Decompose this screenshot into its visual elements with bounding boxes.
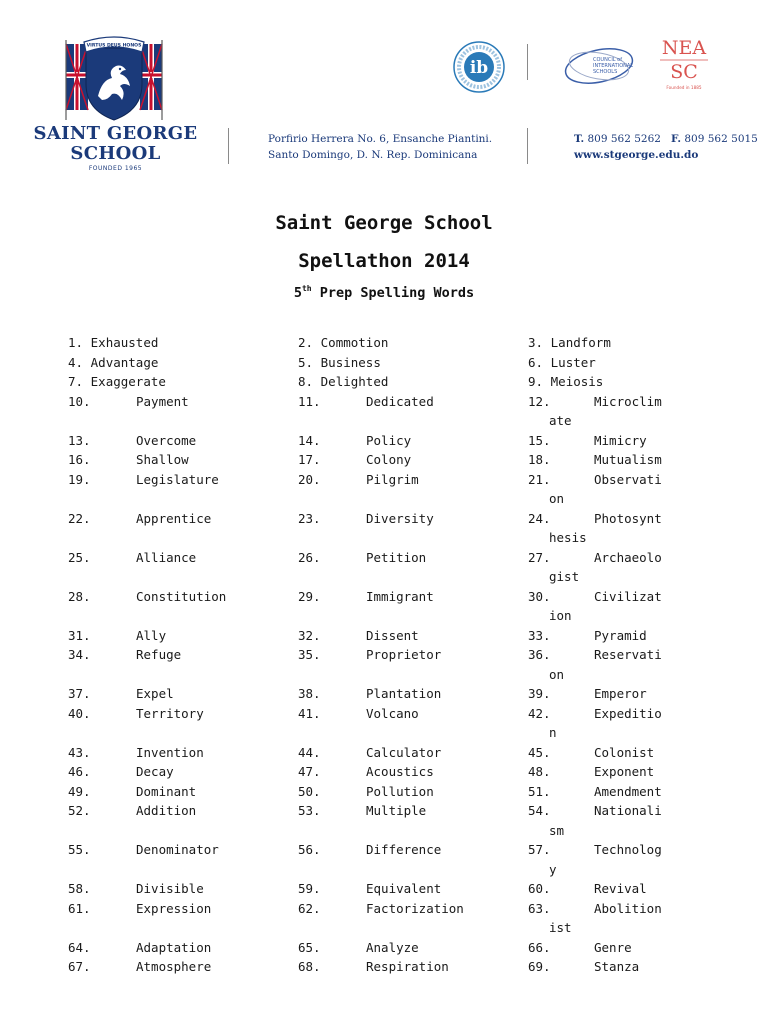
spelling-word: Immigrant: [366, 588, 434, 604]
grade-number: 5: [293, 285, 302, 301]
spelling-word: Difference: [366, 842, 442, 857]
word-number: 18.: [528, 452, 551, 467]
neasc-logo-icon: [656, 34, 712, 94]
school-name: [28, 124, 203, 164]
word-number: 20.: [298, 471, 321, 487]
word-number: 5.: [298, 354, 314, 370]
spelling-word: Stanza: [594, 959, 640, 974]
word-number: 61.: [68, 900, 91, 916]
spelling-word: Meiosis: [550, 374, 604, 389]
phone-label: T.: [574, 133, 585, 145]
spelling-word: Territory: [136, 705, 204, 721]
word-number: 42.: [528, 705, 551, 721]
word-number: 10.: [68, 393, 91, 409]
word-number: 69.: [528, 959, 551, 974]
spelling-word: Shallow: [136, 452, 189, 467]
spelling-word: Amendment: [594, 783, 662, 799]
spelling-word-continuation: hesis: [549, 530, 587, 545]
word-number: 3.: [528, 335, 544, 350]
document-title: Saint George School: [275, 212, 493, 234]
word-number: 53.: [298, 803, 321, 818]
word-number: 60.: [528, 881, 551, 896]
word-number: 41.: [298, 705, 321, 721]
spelling-word: Advantage: [90, 354, 159, 370]
contact-phones: [574, 131, 758, 147]
word-number: 28.: [68, 588, 91, 604]
word-number: 9.: [528, 374, 544, 389]
neasc-founded: Founded in 1885: [666, 85, 702, 90]
spelling-word: Plantation: [366, 686, 442, 701]
word-number: 47.: [298, 764, 321, 779]
word-number: 56.: [298, 842, 321, 857]
spelling-word: Business: [320, 354, 381, 370]
spelling-word: Expeditio: [594, 705, 662, 721]
spelling-word-continuation: ist: [549, 920, 572, 935]
spelling-word: Petition: [366, 549, 427, 565]
address-line2: Santo Domingo, D. N. Rep. Dominicana: [268, 149, 478, 161]
cis-line2: INTERNATIONAL: [593, 63, 634, 69]
word-number: 38.: [298, 686, 321, 701]
word-number: 54.: [528, 803, 551, 818]
spelling-word: Ally: [136, 627, 167, 643]
spelling-word-continuation: ion: [549, 608, 572, 623]
crest-motto: VIRTUS DEUS HONOS: [86, 43, 142, 49]
ib-logo-text: ib: [469, 58, 489, 78]
word-number: 25.: [68, 549, 91, 565]
spelling-word: Policy: [366, 432, 412, 448]
spelling-word: Acoustics: [366, 764, 434, 779]
word-number: 16.: [68, 452, 91, 467]
word-number: 35.: [298, 647, 321, 662]
spelling-word: Dissent: [366, 627, 419, 643]
word-number: 50.: [298, 783, 321, 799]
spelling-word: Mutualism: [594, 452, 662, 467]
word-number: 12.: [528, 393, 551, 409]
grade-ordinal: th: [301, 284, 312, 293]
spelling-word: Adaptation: [136, 939, 212, 955]
letterhead: [0, 0, 768, 190]
spelling-word: Colonist: [594, 744, 655, 760]
word-number: 48.: [528, 764, 551, 779]
word-number: 68.: [298, 959, 321, 974]
spelling-word: Factorization: [366, 900, 464, 916]
word-number: 13.: [68, 432, 91, 448]
spelling-word: Archaeolo: [594, 549, 662, 565]
spelling-word: Legislature: [136, 471, 219, 487]
spelling-word-continuation: on: [549, 666, 565, 682]
word-number: 30.: [528, 588, 551, 604]
school-name-line2: SCHOOL: [70, 143, 161, 164]
spelling-word: Invention: [136, 744, 204, 760]
word-number: 14.: [298, 432, 321, 448]
word-number: 44.: [298, 744, 321, 760]
ib-world-school-logo-icon: [452, 40, 506, 94]
fax-label: F.: [670, 133, 682, 145]
word-number: 17.: [298, 452, 321, 467]
cis-line1: COUNCIL of: [593, 57, 622, 63]
spelling-word: Exaggerate: [90, 374, 166, 389]
school-contact: [574, 131, 758, 163]
spelling-word: Colony: [366, 452, 412, 467]
word-number: 55.: [68, 842, 91, 857]
spelling-word: Divisible: [136, 881, 204, 896]
word-number: 57.: [528, 842, 551, 857]
school-name-line1: SAINT GEORGE: [33, 123, 198, 144]
word-number: 23.: [298, 510, 321, 526]
spelling-word: Diversity: [366, 510, 434, 526]
spelling-word: Photosynt: [594, 510, 662, 526]
spelling-word: Pollution: [366, 783, 434, 799]
school-crest-icon: [62, 34, 166, 124]
header-divider: [228, 128, 229, 164]
spelling-word: Multiple: [366, 803, 427, 818]
spelling-word: Pilgrim: [366, 471, 419, 487]
spelling-word: Respiration: [366, 959, 449, 974]
fax-number: 809 562 5015: [684, 133, 758, 145]
spelling-word: Pyramid: [594, 627, 647, 643]
spelling-word: Constitution: [136, 588, 227, 604]
spelling-word: Expression: [136, 900, 212, 916]
spelling-word: Revival: [594, 881, 647, 896]
spelling-word: Dedicated: [366, 393, 434, 409]
word-number: 39.: [528, 686, 551, 701]
spelling-word: Exponent: [594, 764, 655, 779]
word-number: 45.: [528, 744, 551, 760]
spelling-word: Mimicry: [594, 432, 647, 448]
spelling-word: Proprietor: [366, 647, 442, 662]
spelling-word: Genre: [594, 939, 632, 955]
spelling-word: Commotion: [320, 335, 389, 350]
spelling-word: Denominator: [136, 842, 219, 857]
word-number: 62.: [298, 900, 321, 916]
logo-divider: [527, 44, 528, 80]
spelling-word: Technolog: [594, 842, 662, 857]
word-number: 43.: [68, 744, 91, 760]
spelling-word: Addition: [136, 803, 197, 818]
spelling-word: Microclim: [594, 393, 662, 409]
word-number: 1.: [68, 335, 84, 350]
website-link[interactable]: www.stgeorge.edu.do: [574, 149, 699, 161]
word-number: 31.: [68, 627, 91, 643]
spelling-word: Atmosphere: [136, 959, 212, 974]
word-number: 6.: [528, 354, 544, 370]
cis-line3: SCHOOLS: [593, 69, 618, 75]
spelling-word: Reservati: [594, 647, 662, 662]
word-number: 22.: [68, 510, 91, 526]
word-number: 33.: [528, 627, 551, 643]
header-divider: [527, 128, 528, 164]
word-number: 19.: [68, 471, 91, 487]
spelling-word: Landform: [550, 335, 611, 350]
spelling-word: Overcome: [136, 432, 197, 448]
phone-number: 809 562 5262: [587, 133, 661, 145]
spelling-word: Dominant: [136, 783, 197, 799]
word-number: 34.: [68, 647, 91, 662]
neasc-top: NEA: [661, 37, 707, 59]
spelling-word: Alliance: [136, 549, 197, 565]
word-number: 11.: [298, 393, 321, 409]
word-number: 15.: [528, 432, 551, 448]
word-number: 21.: [528, 471, 551, 487]
spelling-word: Exhausted: [90, 335, 159, 350]
grade-heading: [0, 284, 768, 301]
spelling-word-continuation: on: [549, 491, 565, 506]
word-number: 63.: [528, 900, 551, 916]
address-line1: Porfirio Herrera No. 6, Ensanche Piantini.: [268, 133, 493, 145]
word-number: 37.: [68, 686, 91, 701]
spelling-word: Refuge: [136, 647, 182, 662]
spelling-word: Volcano: [366, 705, 419, 721]
spelling-word: Luster: [550, 354, 596, 370]
spelling-word: Nationali: [594, 803, 662, 818]
word-number: 67.: [68, 959, 91, 974]
spelling-word: Decay: [136, 764, 174, 779]
word-number: 32.: [298, 627, 321, 643]
spelling-word-continuation: ate: [549, 413, 572, 428]
spelling-word: Calculator: [366, 744, 442, 760]
spelling-word-continuation: gist: [549, 569, 580, 584]
word-number: 27.: [528, 549, 551, 565]
word-number: 46.: [68, 764, 91, 779]
word-number: 52.: [68, 803, 91, 818]
word-number: 24.: [528, 510, 551, 526]
word-number: 59.: [298, 881, 321, 896]
spelling-word: Abolition: [594, 900, 662, 916]
spelling-word: Emperor: [594, 686, 647, 701]
word-number: 29.: [298, 588, 321, 604]
spelling-word: Civilizat: [594, 588, 662, 604]
word-number: 40.: [68, 705, 91, 721]
spelling-word: Apprentice: [136, 510, 212, 526]
spelling-word: Analyze: [366, 939, 419, 955]
word-number: 64.: [68, 939, 91, 955]
word-number: 65.: [298, 939, 321, 955]
word-number: 7.: [68, 374, 84, 389]
word-number: 66.: [528, 939, 551, 955]
spelling-word: Observati: [594, 471, 662, 487]
document-subtitle: Spellathon 2014: [298, 250, 470, 272]
word-number: 36.: [528, 647, 551, 662]
word-number: 51.: [528, 783, 551, 799]
word-number: 58.: [68, 881, 91, 896]
word-number: 2.: [298, 335, 314, 350]
spelling-word-continuation: y: [549, 861, 557, 877]
spelling-word-continuation: n: [549, 725, 557, 740]
word-number: 26.: [298, 549, 321, 565]
school-address: [268, 131, 492, 163]
word-number: 49.: [68, 783, 91, 799]
grade-heading-text: Prep Spelling Words: [319, 285, 475, 301]
spelling-word: Equivalent: [366, 881, 442, 896]
word-number: 4.: [68, 354, 84, 370]
spelling-word: Payment: [136, 393, 189, 409]
neasc-bottom: SC: [670, 61, 698, 83]
spelling-word: Delighted: [320, 374, 389, 389]
council-international-schools-logo-icon: [563, 42, 635, 90]
spelling-word-continuation: sm: [549, 822, 565, 838]
word-number: 8.: [298, 374, 314, 389]
founded-year: FOUNDED 1965: [88, 165, 143, 172]
spelling-word: Expel: [136, 686, 174, 701]
